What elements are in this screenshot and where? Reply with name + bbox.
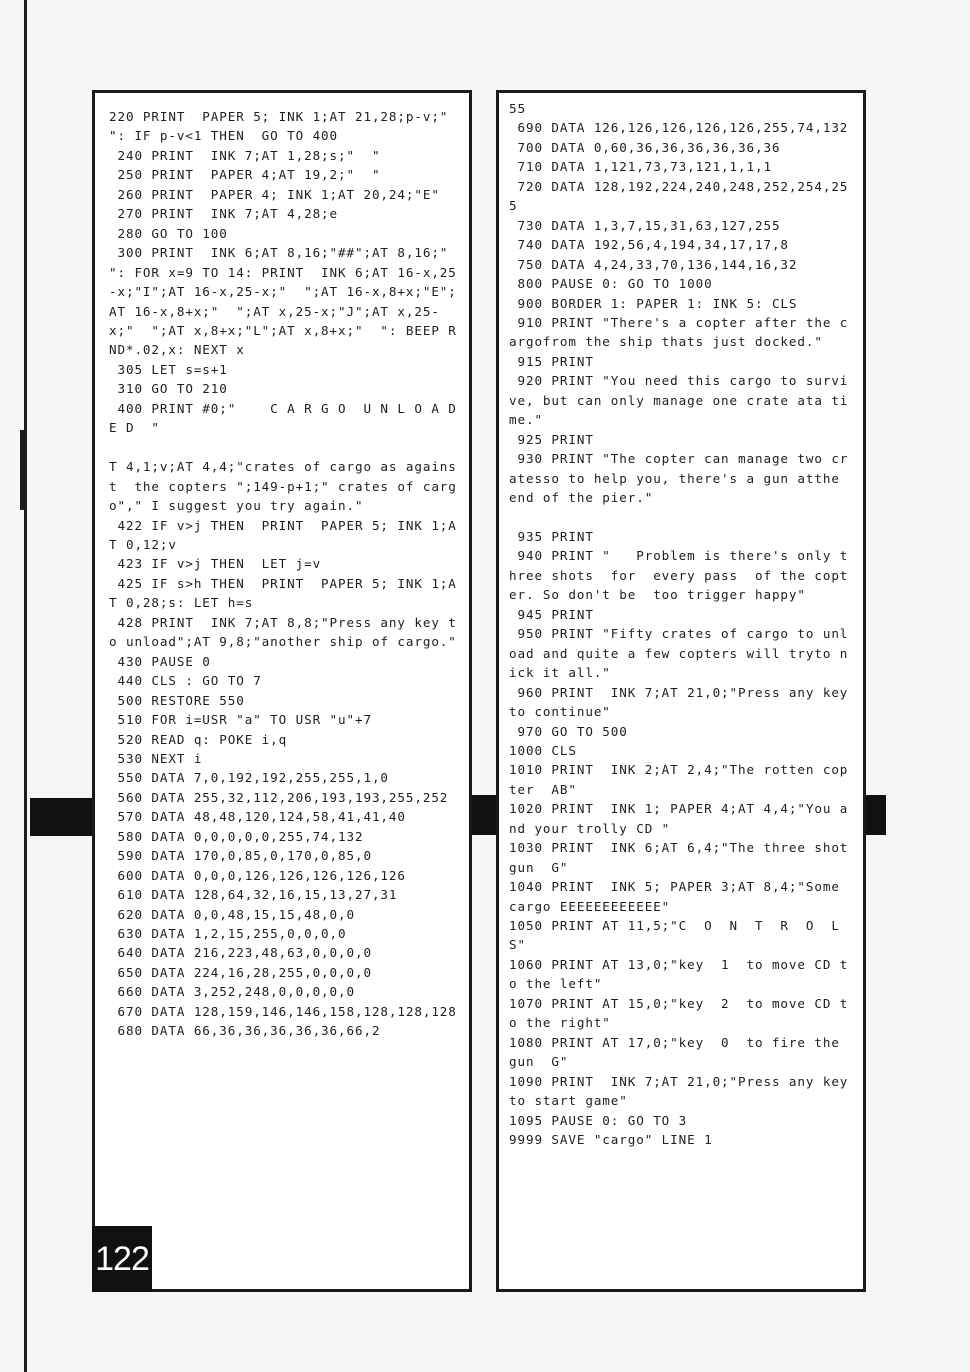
page-number: 122	[92, 1226, 152, 1292]
right-listing-column	[496, 90, 866, 1292]
left-code-listing: 220 PRINT PAPER 5; INK 1;AT 21,28;p-v;" ": IF p-v<1 THEN GO TO 400 240 PRINT INK 7;AT 1,28;s;" " 250 PRINT PAPER 4;AT 19,2;" " 260 PRINT PAPER 4; INK 1;AT 20,24;"E" 270 PRINT INK 7;AT 4,28;e 280 GO TO 100 300 PRINT INK 6;AT 8,16;"##";AT 8,16;" ": FOR x=9 TO 14: PRINT INK 6;AT 16-x,25-x;"I";AT 16-x,25-x;" ";AT 16-x,8+x;"E";AT 16-x,8+x;" ";AT x,25-x;"J";AT x,25-x;" ";AT x,8+x;"L";AT x,8+x;" ": BEEP RND*.02,x: NEXT x 305 LET s=s+1 310 GO TO 210 400 PRINT #0;" C A R G O U N L O A D E D " T 4,1;v;AT 4,4;"crates of cargo as against the copters ";149-p+1;" crates of cargo"," I suggest you try again." 422 IF v>j THEN PRINT PAPER 5; INK 1;AT 0,12;v 423 IF v>j THEN LET j=v 425 IF s>h THEN PRINT PAPER 5; INK 1;AT 0,28;s: LET h=s 428 PRINT INK 7;AT 8,8;"Press any key to unload";AT 9,8;"another ship of cargo." 430 PAUSE 0 440 CLS : GO TO 7 500 RESTORE 550 510 FOR i=USR "a" TO USR "u"+7 520 READ q: POKE i,q 530 NEXT i 550 DATA 7,0,192,192,255,255,1,0 560 DATA 255,32,112,206,193,193,255,252 570 DATA 48,48,120,124,58,41,41,40 580 DATA 0,0,0,0,0,255,74,132 590 DATA 170,0,85,0,170,0,85,0 600 DATA 0,0,0,126,126,126,126,126 610 DATA 128,64,32,16,15,13,27,31 620 DATA 0,0,48,15,15,48,0,0 630 DATA 1,2,15,255,0,0,0,0 640 DATA 216,223,48,63,0,0,0,0 650 DATA 224,16,28,255,0,0,0,0 660 DATA 3,252,248,0,0,0,0,0 670 DATA 128,159,146,146,158,128,128,128 680 DATA 66,36,36,36,36,36,66,2	[109, 109, 457, 1039]
page-fold-mark	[20, 430, 25, 510]
page-fold-line	[24, 0, 27, 1372]
right-edge-tab	[864, 795, 886, 835]
left-listing-column	[92, 90, 472, 1292]
center-tab	[470, 795, 496, 835]
left-edge-tab	[30, 798, 92, 836]
right-code-listing: 55 690 DATA 126,126,126,126,126,255,74,132 700 DATA 0,60,36,36,36,36,36,36 710 DATA 1,121,73,73,121,1,1,1 720 DATA 128,192,224,240,248,252,254,255 730 DATA 1,3,7,15,31,63,127,255 740 DATA 192,56,4,194,34,17,17,8 750 DATA 4,24,33,70,136,144,16,32 800 PAUSE 0: GO TO 1000 900 BORDER 1: PAPER 1: INK 5: CLS 910 PRINT "There's a copter after the cargofrom the ship thats just docked." 915 PRINT 920 PRINT "You need this cargo to survive, but can only manage one crate ata time." 925 PRINT 930 PRINT "The copter can manage two cratesso to help you, there's a gun atthe end of the pier." 935 PRINT 940 PRINT " Problem is there's only three shots for every pass of the copter. So don't be too trigger happy" 945 PRINT 950 PRINT "Fifty crates of cargo to unload and quite a few copters will tryto nick it all." 960 PRINT INK 7;AT 21,0;"Press any key to continue" 970 GO TO 500 1000 CLS 1010 PRINT INK 2;AT 2,4;"The rotten copter AB" 1020 PRINT INK 1; PAPER 4;AT 4,4;"You and your trolly CD " 1030 PRINT INK 6;AT 6,4;"The three shot gun G" 1040 PRINT INK 5; PAPER 3;AT 8,4;"Some cargo EEEEEEEEEEEE" 1050 PRINT AT 11,5;"C O N T R O L S" 1060 PRINT AT 13,0;"key 1 to move CD to the left" 1070 PRINT AT 15,0;"key 2 to move CD to the right" 1080 PRINT AT 17,0;"key 0 to fire the gun G" 1090 PRINT INK 7;AT 21,0;"Press any key to start game" 1095 PAUSE 0: GO TO 3 9999 SAVE "cargo" LINE 1	[509, 101, 849, 1148]
